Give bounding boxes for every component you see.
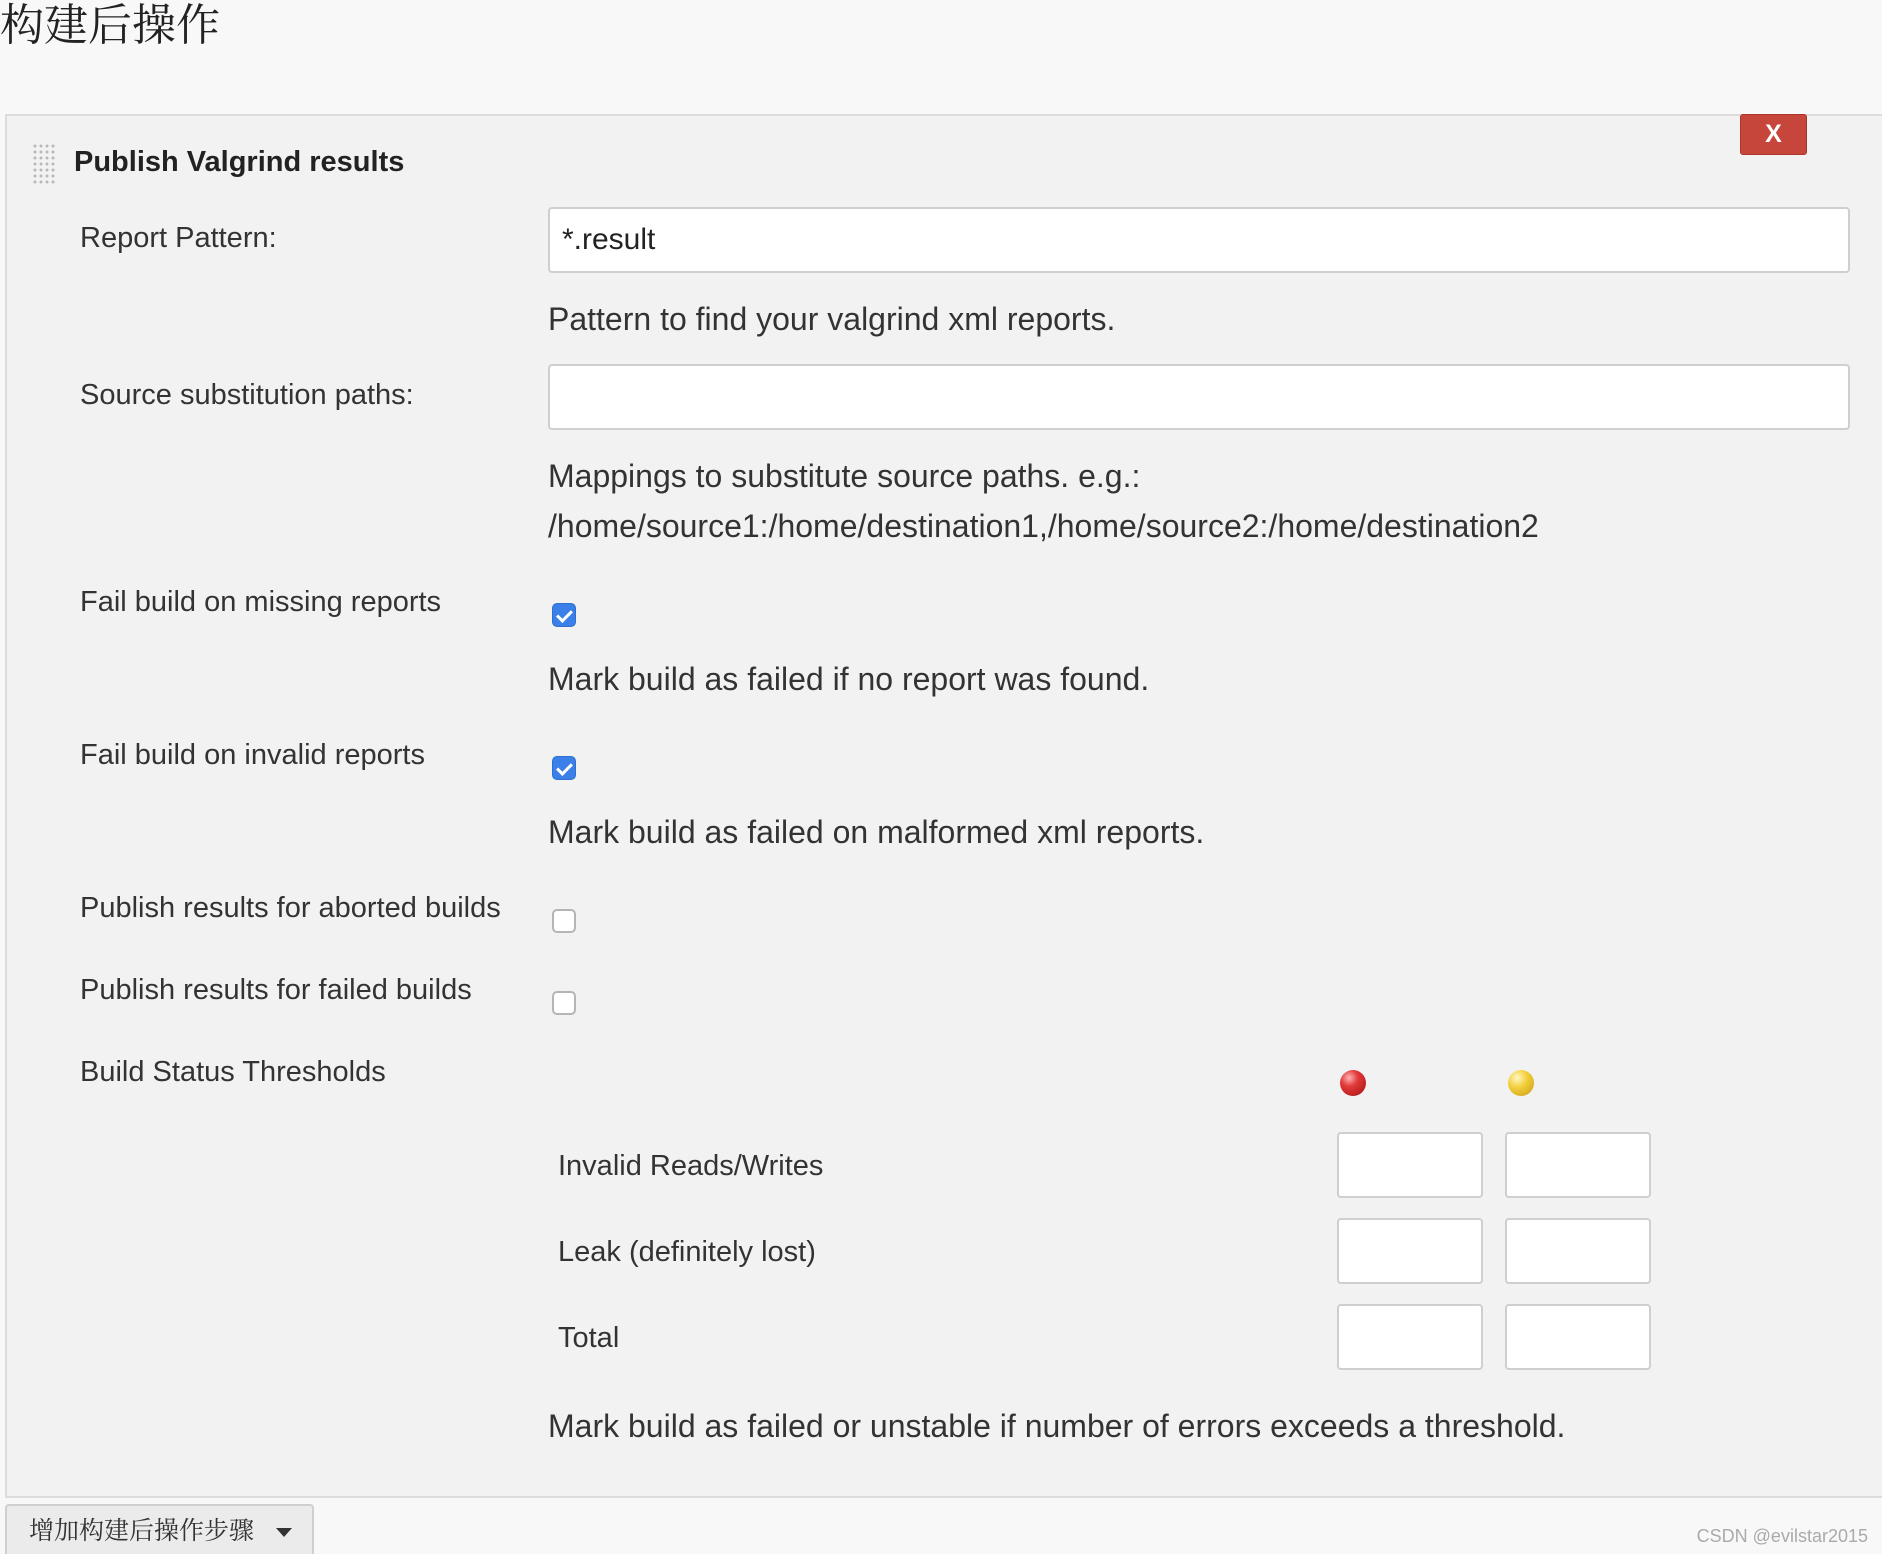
fail-missing-checkbox[interactable] — [552, 603, 576, 627]
fail-invalid-help: Mark build as failed on malformed xml reports. — [548, 814, 1205, 850]
drag-handle-icon[interactable] — [32, 143, 56, 185]
source-substitution-input[interactable] — [548, 364, 1850, 430]
publish-aborted-checkbox[interactable] — [552, 909, 576, 933]
unstable-yellow-ball-icon — [1508, 1070, 1534, 1096]
invalid-rw-unstable-threshold-input[interactable] — [1505, 1132, 1651, 1198]
leak-failed-threshold-input[interactable] — [1337, 1218, 1483, 1284]
report-pattern-label: Report Pattern: — [80, 222, 277, 254]
publish-aborted-label: Publish results for aborted builds — [80, 892, 501, 924]
threshold-row-label: Leak (definitely lost) — [558, 1236, 816, 1268]
threshold-row-label: Invalid Reads/Writes — [558, 1150, 824, 1182]
add-post-build-step-label: 增加构建后操作步骤 — [29, 1516, 255, 1545]
source-substitution-label: Source substitution paths: — [80, 379, 414, 411]
add-post-build-step-button[interactable] — [5, 1504, 314, 1554]
delete-step-button[interactable]: X — [1740, 114, 1807, 155]
publish-failed-checkbox[interactable] — [552, 991, 576, 1015]
report-pattern-help: Pattern to find your valgrind xml reports. — [548, 301, 1116, 337]
failed-red-ball-icon — [1340, 1070, 1366, 1096]
threshold-row-label: Total — [558, 1322, 620, 1354]
leak-unstable-threshold-input[interactable] — [1505, 1218, 1651, 1284]
report-pattern-input[interactable] — [548, 207, 1850, 273]
fail-missing-label: Fail build on missing reports — [80, 586, 442, 618]
source-substitution-help-line2: /home/source1:/home/destination1,/home/source2:/home/destination2 — [548, 508, 1539, 544]
fail-invalid-checkbox[interactable] — [552, 756, 576, 780]
fail-invalid-label: Fail build on invalid reports — [80, 739, 425, 771]
panel-title: Publish Valgrind results — [74, 146, 405, 178]
page-title: 构建后操作 — [0, 0, 220, 51]
thresholds-label: Build Status Thresholds — [80, 1056, 386, 1088]
total-unstable-threshold-input[interactable] — [1505, 1304, 1651, 1370]
publish-failed-label: Publish results for failed builds — [80, 974, 472, 1006]
invalid-rw-failed-threshold-input[interactable] — [1337, 1132, 1483, 1198]
dropdown-caret-icon — [276, 1528, 292, 1537]
source-substitution-help-line1: Mappings to substitute source paths. e.g.: — [548, 458, 1141, 494]
thresholds-help: Mark build as failed or unstable if number of errors exceeds a threshold. — [548, 1408, 1566, 1444]
fail-missing-help: Mark build as failed if no report was found. — [548, 661, 1150, 697]
total-failed-threshold-input[interactable] — [1337, 1304, 1483, 1370]
watermark: CSDN @evilstar2015 — [1696, 1526, 1868, 1546]
